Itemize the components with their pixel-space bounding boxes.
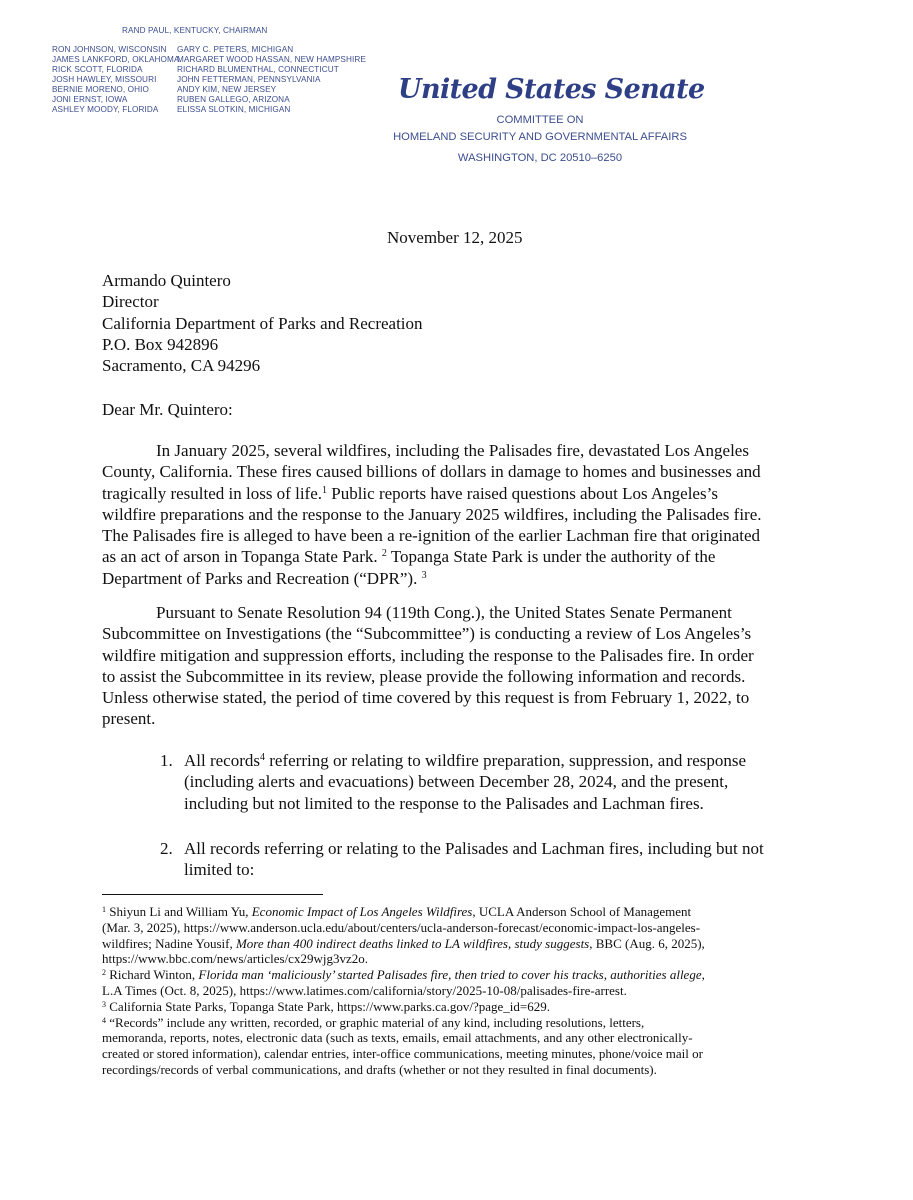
committee-heading xyxy=(330,112,750,167)
recipient-city: Sacramento, CA 94296 xyxy=(102,356,261,376)
recipient-title: Director xyxy=(102,292,159,312)
footnote-line: created or stored information), calendar entries, inter-office communications, meeting minutes, phone/voice mail or xyxy=(102,1046,703,1062)
recipient-address xyxy=(102,270,423,376)
member-name: JAMES LANKFORD, OKLAHOMA xyxy=(52,55,180,64)
member-name: ANDY KIM, NEW JERSEY xyxy=(177,85,277,94)
member-name: RICHARD BLUMENTHAL, CONNECTICUT xyxy=(177,65,339,74)
recipient-organization: California Department of Parks and Recreation xyxy=(102,313,423,333)
footnote-ref: 3 xyxy=(421,569,427,581)
paragraph-2 xyxy=(102,602,754,730)
member-name: GARY C. PETERS, MICHIGAN xyxy=(177,45,294,54)
footnote-divider xyxy=(102,894,323,895)
footnote-line: (Mar. 3, 2025), https://www.anderson.ucla.edu/about/centers/ucla-anderson-forecast/economic-impact-los-angeles- xyxy=(102,919,701,935)
request-item-1: 1. All records$^4$ referring or relating to wildfire preparation, suppression, and response (including alerts and evacuations) between December 28, 2024, and the present, including but not limited to the response to the Palisades and Lachman fires. xyxy=(160,751,747,813)
paragraph-line: present. xyxy=(102,709,156,729)
list-line: limited to: xyxy=(184,860,255,880)
list-number: 1. xyxy=(160,751,173,770)
letter-date: November 12, 2025 xyxy=(387,228,523,247)
minority-members-list xyxy=(177,45,366,115)
member-name: RUBEN GALLEGO, ARIZONA xyxy=(177,95,290,104)
paragraph-line: Pursuant to Senate Resolution 94 (119th Cong.), the United States Senate Permanent xyxy=(156,603,732,622)
member-name: BERNIE MORENO, OHIO xyxy=(52,85,149,94)
member-name: RICK SCOTT, FLORIDA xyxy=(52,65,143,74)
recipient-name: Armando Quintero xyxy=(102,271,231,290)
member-name: JOHN FETTERMAN, PENNSYLVANIA xyxy=(177,75,321,84)
member-name: MARGARET WOOD HASSAN, NEW HAMPSHIRE xyxy=(177,55,366,64)
footnote-ref: 4 xyxy=(260,752,266,763)
footnote-line: https://www.bbc.com/news/articles/cx29wjg3vz2o. xyxy=(102,951,368,967)
list-line: including but not limited to the response to the Palisades and Lachman fires. xyxy=(184,793,704,813)
paragraph-line: to assist the Subcommittee in its review, please provide the following information and records. xyxy=(102,666,746,686)
committee-line: COMMITTEE ON xyxy=(496,114,584,126)
paragraph-line: as an act of arson in Topanga State Park. $^2$ Topanga State Park is under the authority of the xyxy=(102,547,716,567)
member-name: ELISSA SLOTKIN, MICHIGAN xyxy=(177,105,291,114)
list-number: 2. xyxy=(160,839,173,858)
footnote-4: $^4$ “Records” include any written, recorded, or graphic material of any kind, including resolutions, letters, xyxy=(102,1014,645,1030)
paragraph-line: The Palisades fire is alleged to have been a re-ignition of the earlier Lachman fire that originated xyxy=(102,526,761,546)
paragraph-line: tragically resulted in loss of life.$^1$ Public reports have raised questions about Los Angeles’s xyxy=(102,483,718,503)
footnote-line: memoranda, reports, notes, electronic data (such as texts, emails, email attachments, and any other electronically- xyxy=(102,1030,693,1046)
paragraph-1 xyxy=(102,440,762,589)
paragraph-line: County, California. These fires caused billions of dollars in damage to homes and businesses and xyxy=(102,462,761,482)
member-name: JOSH HAWLEY, MISSOURI xyxy=(52,75,157,84)
footnotes xyxy=(102,904,705,1078)
senate-logo-title: United States Senate xyxy=(398,74,705,105)
paragraph-line: wildfire preparations and the response to the January 2025 wildfires, including the Palisades fire. xyxy=(102,504,762,524)
request-item-2: 2. All records referring or relating to the Palisades and Lachman fires, including but not limited to: xyxy=(160,839,764,880)
paragraph-line: Subcommittee on Investigations (the “Subcommittee”) is conducting a review of Los Angeles’s xyxy=(102,624,752,644)
footnote-2: $^2$ Richard Winton, Florida man ‘maliciously’ started Palisades fire, then tried to cover his tracks, authorities allege, xyxy=(102,967,705,983)
footnote-3: $^3$ California State Parks, Topanga State Park, https://www.parks.ca.gov/?page_id=629. xyxy=(102,998,550,1014)
salutation: Dear Mr. Quintero: xyxy=(102,400,233,419)
footnote-line: L.A Times (Oct. 8, 2025), https://www.latimes.com/california/story/2025-10-08/palisades-fire-arrest. xyxy=(102,982,627,998)
paragraph-line: In January 2025, several wildfires, including the Palisades fire, devastated Los Angeles xyxy=(156,441,749,460)
list-line: (including alerts and evacuations) between December 28, 2024, and the present, xyxy=(184,772,729,792)
paragraph-line: Unless otherwise stated, the period of time covered by this request is from February 1, 2022, to xyxy=(102,688,750,708)
recipient-po-box: P.O. Box 942896 xyxy=(102,334,219,354)
committee-name: HOMELAND SECURITY AND GOVERNMENTAL AFFAIRS xyxy=(393,131,687,143)
member-name: RON JOHNSON, WISCONSIN xyxy=(52,45,167,54)
footnote-1: $^1$ Shiyun Li and William Yu, Economic Impact of Los Angeles Wildfires, UCLA Anderson School of Management xyxy=(102,904,692,919)
majority-members-list xyxy=(52,45,180,115)
paragraph-line: Department of Parks and Recreation (“DPR”). $^3$ xyxy=(102,568,427,588)
footnote-line: wildfires; Nadine Yousif, More than 400 indirect deaths linked to LA wildfires, study suggests, BBC (Aug. 6, 2025), xyxy=(102,935,705,951)
member-name: ASHLEY MOODY, FLORIDA xyxy=(52,105,159,114)
paragraph-line: wildfire mitigation and suppression efforts, including the response to the Palisades fire. In order xyxy=(102,645,754,665)
footnote-ref: 2 xyxy=(381,548,387,560)
committee-chairman: RAND PAUL, KENTUCKY, CHAIRMAN xyxy=(122,26,268,35)
footnote-line: recordings/records of verbal communications, and drafts (whether or not they resulted in final documents). xyxy=(102,1061,657,1077)
footnote-ref: 1 xyxy=(322,484,327,496)
member-name: JONI ERNST, IOWA xyxy=(52,95,128,104)
committee-address: WASHINGTON, DC 20510–6250 xyxy=(457,152,623,164)
